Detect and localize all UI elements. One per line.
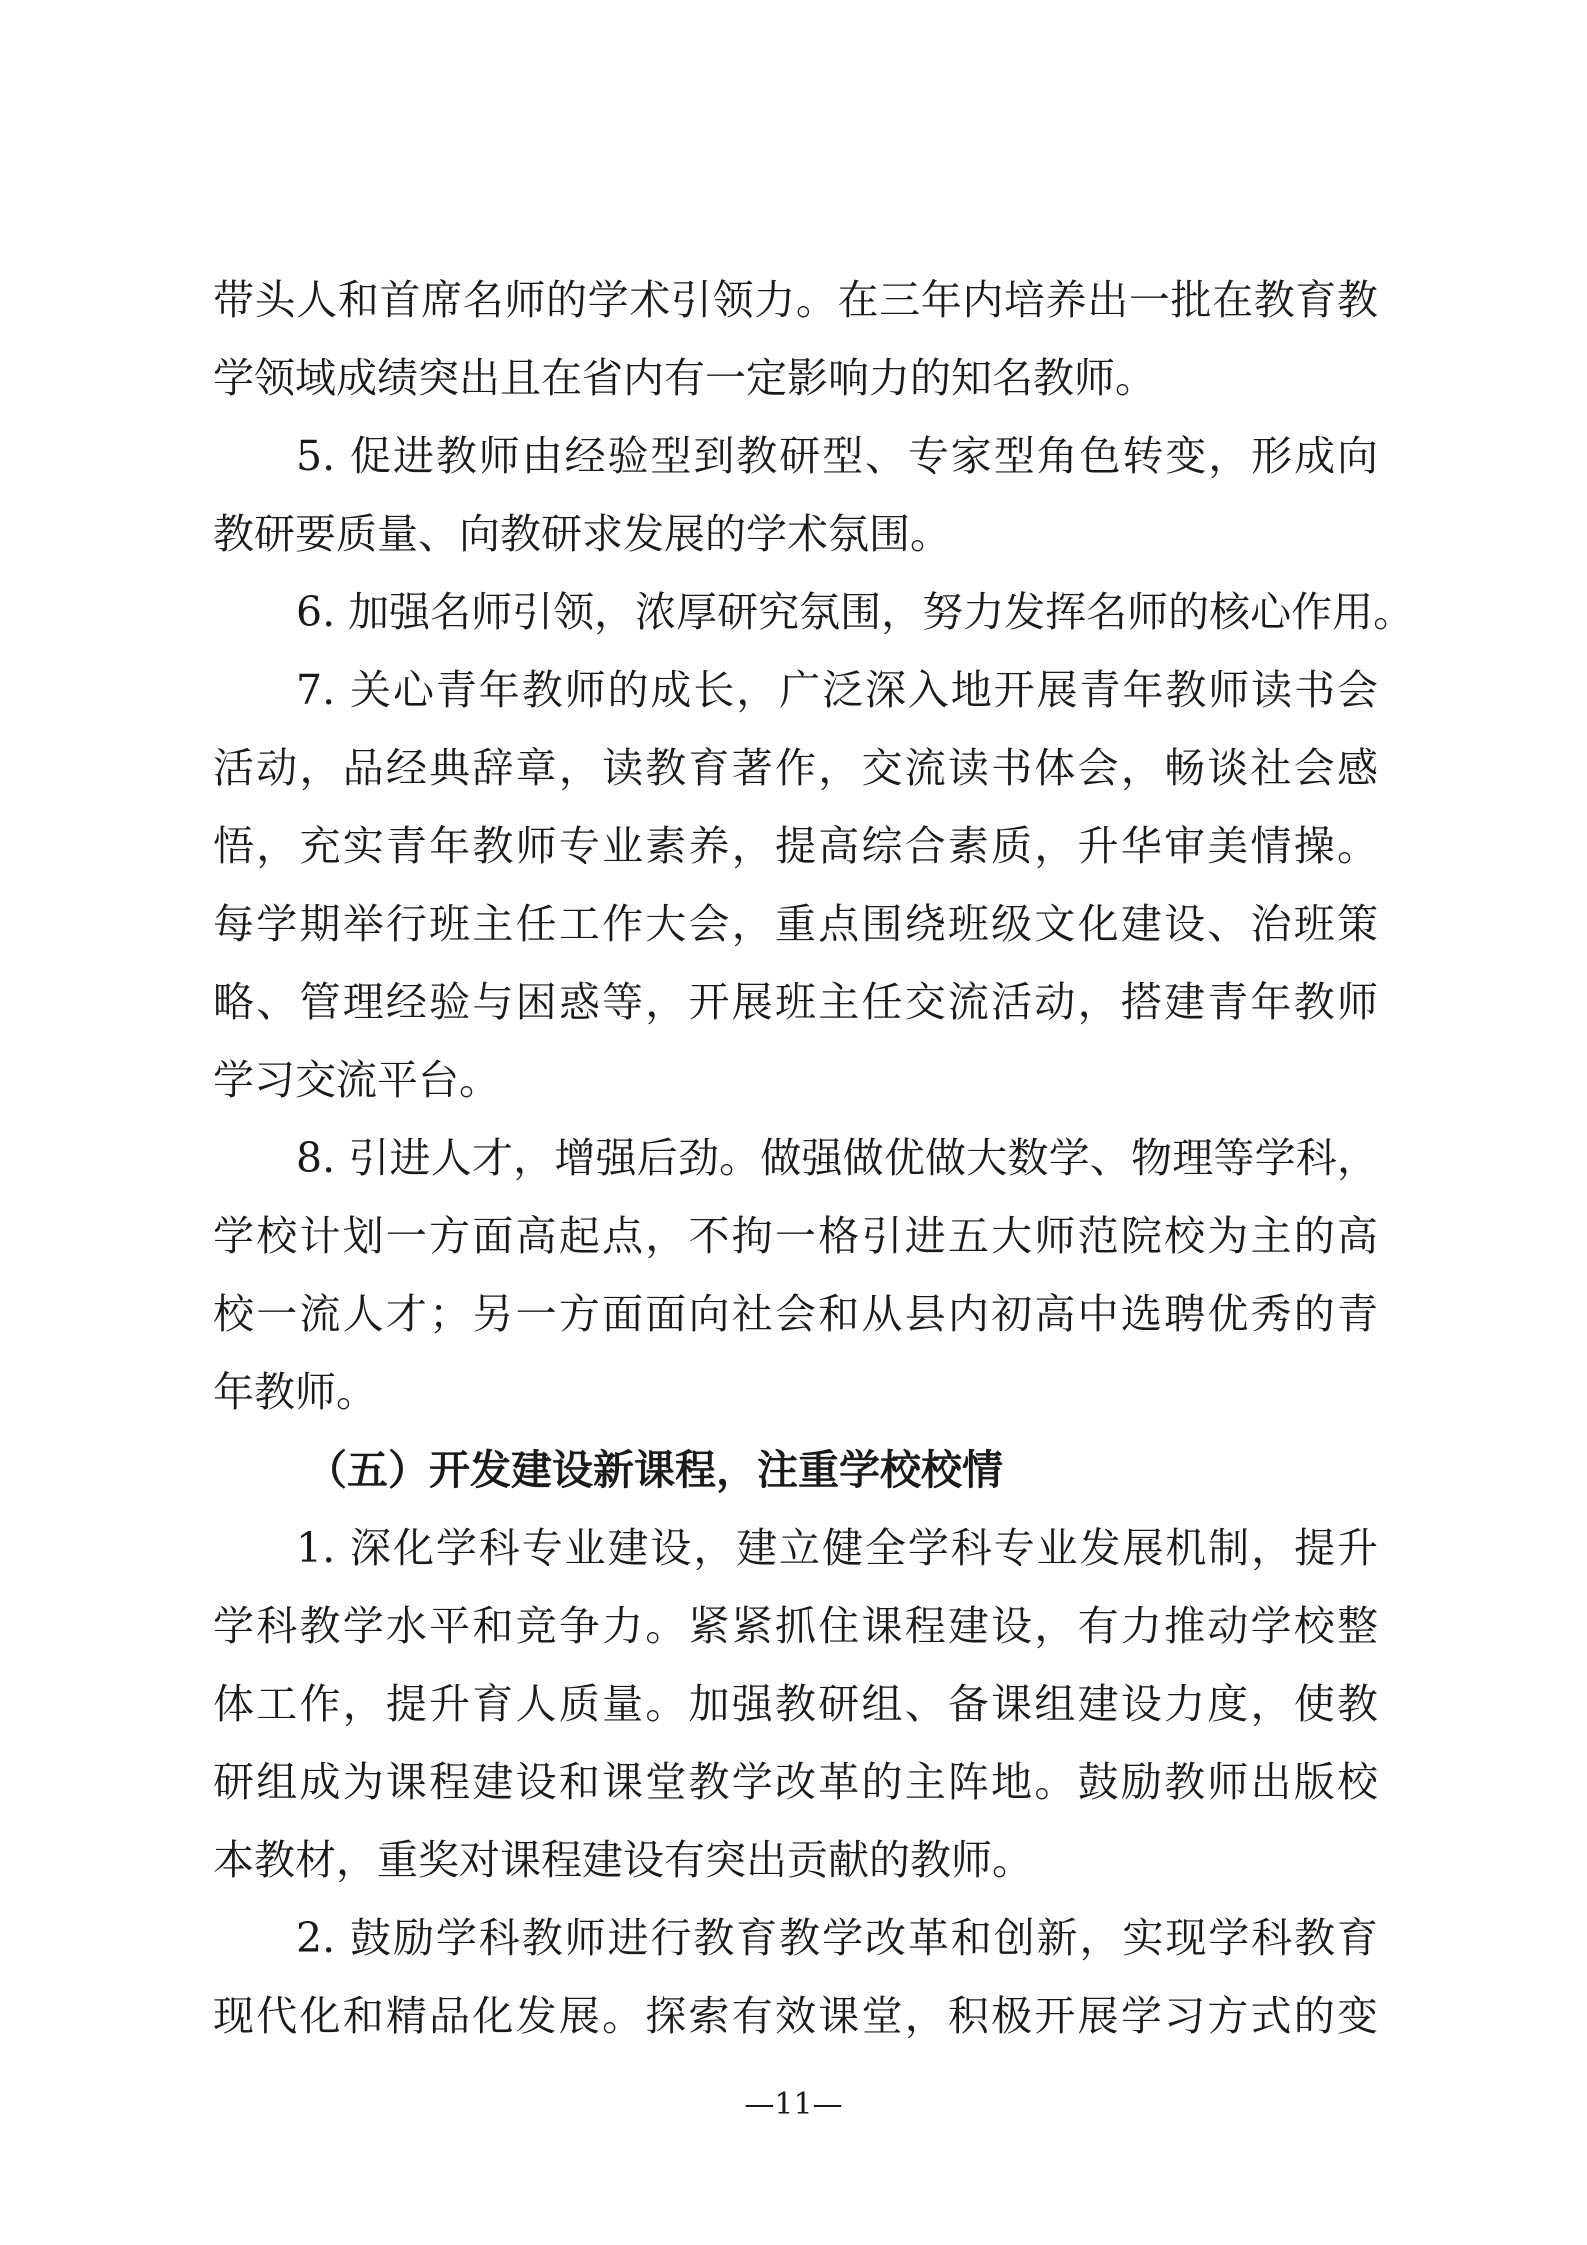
- body-line: 教研要质量、向教研求发展的学术氛围。: [213, 510, 951, 558]
- body-line: 学习交流平台。: [213, 1056, 500, 1104]
- body-line: 学校计划一方面高起点，不拘一格引进五大师范院校为主的高: [213, 1212, 1378, 1260]
- body-line: 研组成为课程建设和课堂教学改革的主阵地。鼓励教师出版校: [213, 1758, 1378, 1806]
- body-line: 带头人和首席名师的学术引领力。在三年内培养出一批在教育教: [213, 276, 1378, 324]
- list-item-line: 1. 深化学科专业建设，建立健全学科专业发展机制，提升: [296, 1524, 1378, 1572]
- body-line: 年教师。: [213, 1368, 377, 1416]
- body-line: 现代化和精品化发展。探索有效课堂，积极开展学习方式的变: [213, 1992, 1378, 2040]
- body-line: 活动，品经典辞章，读教育著作，交流读书体会，畅谈社会感: [213, 744, 1378, 792]
- body-line: 学领域成绩突出且在省内有一定影响力的知名教师。: [213, 354, 1156, 402]
- list-item-line: 8. 引进人才，增强后劲。做强做优做大数学、物理等学科，: [296, 1134, 1378, 1182]
- body-line: 每学期举行班主任工作大会，重点围绕班级文化建设、治班策: [213, 900, 1378, 948]
- body-line: 略、管理经验与困惑等，开展班主任交流活动，搭建青年教师: [213, 978, 1378, 1026]
- body-line: 体工作，提升育人质量。加强教研组、备课组建设力度，使教: [213, 1680, 1378, 1728]
- list-item-line: 5. 促进教师由经验型到教研型、专家型角色转变，形成向: [296, 432, 1378, 480]
- body-line: 本教材，重奖对课程建设有突出贡献的教师。: [213, 1836, 1033, 1884]
- list-item-line: 6. 加强名师引领，浓厚研究氛围，努力发挥名师的核心作用。: [296, 588, 1415, 636]
- body-line: 校一流人才；另一方面面向社会和从县内初高中选聘优秀的青: [213, 1290, 1378, 1338]
- list-item-line: 2. 鼓励学科教师进行教育教学改革和创新，实现学科教育: [296, 1914, 1378, 1962]
- body-line: 学科教学水平和竞争力。紧紧抓住课程建设，有力推动学校整: [213, 1602, 1378, 1650]
- body-line: 悟，充实青年教师专业素养，提高综合素质，升华审美情操。: [213, 822, 1378, 870]
- list-item-line: 7. 关心青年教师的成长，广泛深入地开展青年教师读书会: [296, 666, 1378, 714]
- page-number: —11—: [744, 2087, 843, 2122]
- section-heading: （五）开发建设新课程，注重学校校情: [306, 1446, 1003, 1494]
